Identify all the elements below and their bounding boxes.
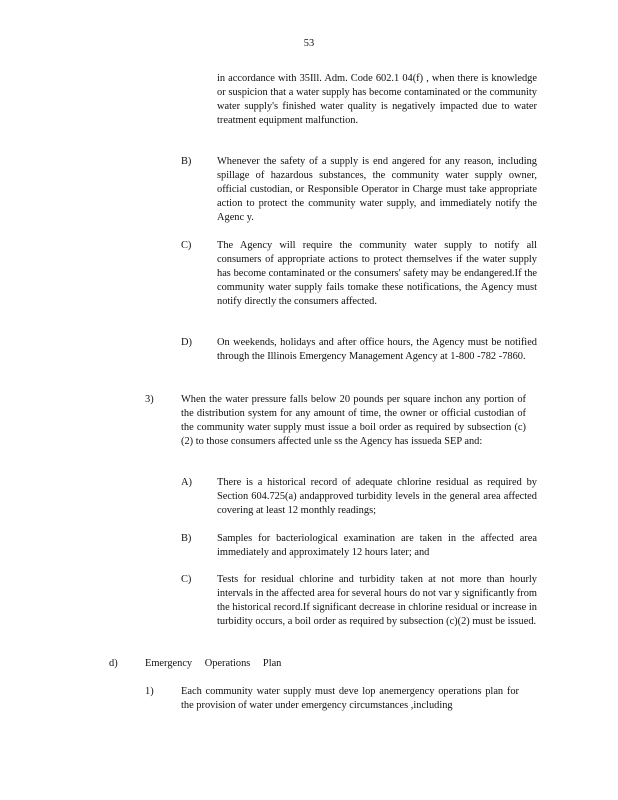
item-d-text: On weekends, holidays and after office hours, the Agency must be notified through the Illinois Emergency Management Agency at 1-800 -782 -7860. [217,337,537,362]
item-3b-text: Samples for bacteriological examination are taken in the affected area immediately and approximately 12 hours later; and [217,533,537,558]
item-d-marker: D) [181,337,192,348]
section-d-heading: Emergency Operations Plan [145,658,282,669]
item-d1-text: Each community water supply must deve lop anemergency operations plan for the provision of water under emergency circumstances ,including [181,686,519,711]
page-number: 53 [303,38,315,49]
item-d1-marker: 1) [145,686,154,697]
item-3-marker: 3) [145,394,154,405]
item-3c-marker: C) [181,574,192,585]
continuation-paragraph: in accordance with 35Ill. Adm. Code 602.1 04(f) , when there is knowledge or suspicion that a water supply has become contaminated or the community water supply's finished water quality is negatively impacted due to water treatment equipment malfunction. [217,73,537,126]
item-3a-marker: A) [181,477,192,488]
item-b-text: Whenever the safety of a supply is end angered for any reason, including spillage of hazardous substances, the community water supply owner, official custodian, or Responsible Operator in Charge must take appropriate action to protect the community water supply, and immediately notify the Agenc y. [217,156,537,223]
item-3-text: When the water pressure falls below 20 pounds per square inchon any portion of the distribution system for any amount of time, the owner or official custodian of the community water supply must issue a boil order as required by subsection (c)(2) to those consumers affected unle ss the Agency has issueda SEP and: [181,394,526,447]
item-c-text: The Agency will require the community water supply to notify all consumers of appropriate actions to protect themselves if the water supply has become contaminated or the consumers' safety may be endangered.If the community water supply fails tomake these notifications, the Agency must notify directly the consumers affected. [217,240,537,307]
item-3a-text: There is a historical record of adequate chlorine residual as required by Section 604.725(a) andapproved turbidity levels in the general area affected covering at least 12 monthly readings; [217,477,537,516]
item-3b-marker: B) [181,533,192,544]
section-d-marker: d) [109,658,118,669]
item-3c-text: Tests for residual chlorine and turbidity taken at not more than hourly intervals in the affected area for several hours do not var y significantly from the historical record.If significant decrease in chlorine residual or increase in turbidity occurs, a boil order as required by subsection (c)(2) must be issued. [217,574,537,627]
item-c-marker: C) [181,240,192,251]
item-b-marker: B) [181,156,192,167]
